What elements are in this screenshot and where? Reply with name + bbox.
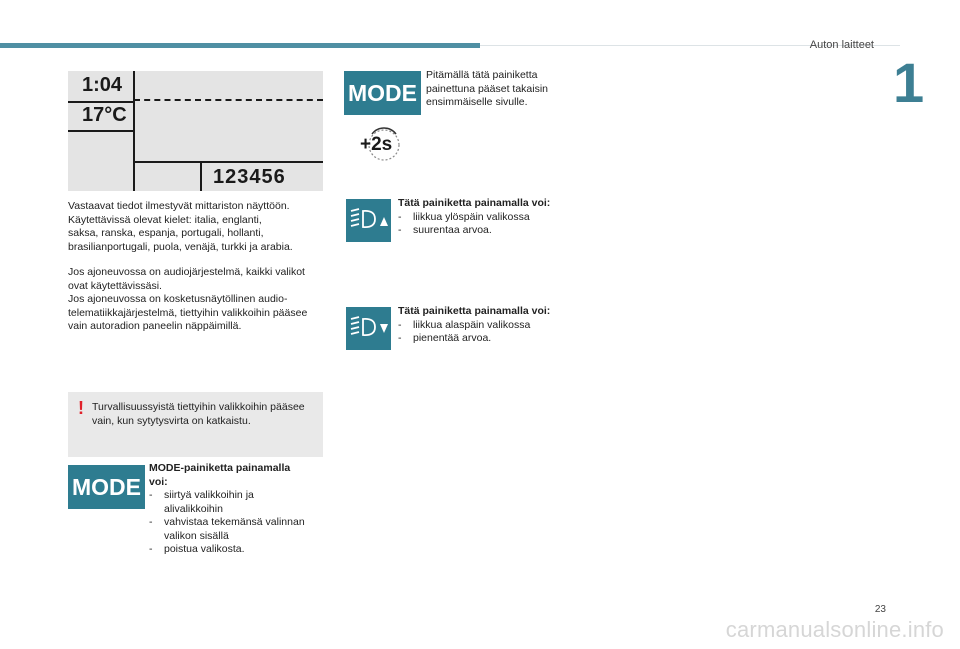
display-divider-horizontal [68,130,134,132]
down-button-title: Tätä painiketta painamalla voi: [398,305,551,317]
display-frequency: 123456 [213,166,286,188]
list-item [398,332,578,346]
display-dashed-line [134,99,323,101]
mode-button-description [149,462,327,557]
text-line: vahvistaa tekemänsä valinnan [164,516,305,528]
display-time: 1:04 [82,74,123,96]
down-button-description [398,305,578,346]
list-item [149,489,327,516]
text-line: vain autoradion paneelin näppäimillä. [68,320,242,332]
text-line: Jos ajoneuvossa on kosketusnäytöllinen audio- [68,293,288,305]
headlamp-up-icon [346,199,391,242]
instrument-display [68,71,323,191]
safety-note-text [92,401,322,428]
text-line: Turvallisuussyistä tiettyihin valikkoihin pääsee [92,401,305,413]
list-dash: - [398,318,402,331]
text-line: painettuna pääset takaisin [426,82,549,95]
display-divider-horizontal [134,161,323,163]
text-line: Vastaavat tiedot ilmestyvät mittariston näyttöön. [68,200,290,212]
hold-2s-label: +2s [360,134,393,155]
display-divider-vertical [200,161,202,191]
list-dash: - [149,516,153,528]
list-item [398,319,578,333]
text-line: siirtyä valikkoihin ja [164,489,254,501]
headlamp-down-icon [346,307,391,350]
text-line: liikkua alaspäin valikossa [413,318,531,331]
text-line: pienentää arvoa. [413,332,492,344]
display-temperature: 17°C [82,104,127,126]
text-line: valikon sisällä [164,529,229,542]
up-button-description [398,197,578,238]
headlamp-up-button [346,199,391,242]
text-line: alivalikkoihin [164,502,223,515]
text-line: saksa, ranska, espanja, portugali, hollanti, [68,227,264,239]
text-line: telematiikkajärjestelmä, tiettyihin valikkoihin pääsee [68,306,308,319]
list-dash: - [398,210,402,223]
headlamp-down-button [346,307,391,350]
text-line: vain, kun sytytysvirta on katkaistu. [92,414,251,427]
up-button-title: Tätä painiketta painamalla voi: [398,197,551,209]
mode-title-line: MODE-painiketta painamalla [149,462,291,474]
list-dash: - [149,489,153,501]
warning-icon: ! [78,398,84,418]
list-item [398,224,578,238]
text-line: Pitämällä tätä painiketta [426,69,538,81]
mode-title-line: voi: [149,475,168,488]
text-line: brasilianportugali, puola, venäjä, turkki ja arabia. [68,240,293,253]
list-item [149,543,327,557]
list-dash: - [398,224,402,236]
text-line: Käytettävissä olevat kielet: italia, englanti, [68,213,262,226]
languages-paragraph [68,200,328,254]
display-divider-horizontal [68,101,134,103]
audio-system-paragraph [68,266,328,334]
text-line: ovat käytettävissäsi. [68,279,162,292]
watermark: carmanualsonline.info [725,617,944,642]
text-line: poistua valikosta. [164,543,245,555]
page-number: 23 [874,604,886,615]
list-item [149,516,327,543]
list-dash: - [149,543,153,555]
section-title: Auton laitteet [809,39,874,51]
text-line: Jos ajoneuvossa on audiojärjestelmä, kaikki valikot [68,266,305,278]
chapter-number: 1 [893,51,925,114]
hold-2s-icon [358,126,404,164]
mode-button: MODE [68,465,145,509]
text-line: suurentaa arvoa. [413,224,492,236]
list-dash: - [398,332,402,344]
list-item [398,211,578,225]
header-accent-bar [0,43,480,48]
mode-button: MODE [344,71,421,115]
text-line: liikkua ylöspäin valikossa [413,210,530,223]
text-line: ensimmäiselle sivulle. [426,96,528,108]
mode-hold-description [426,69,586,110]
